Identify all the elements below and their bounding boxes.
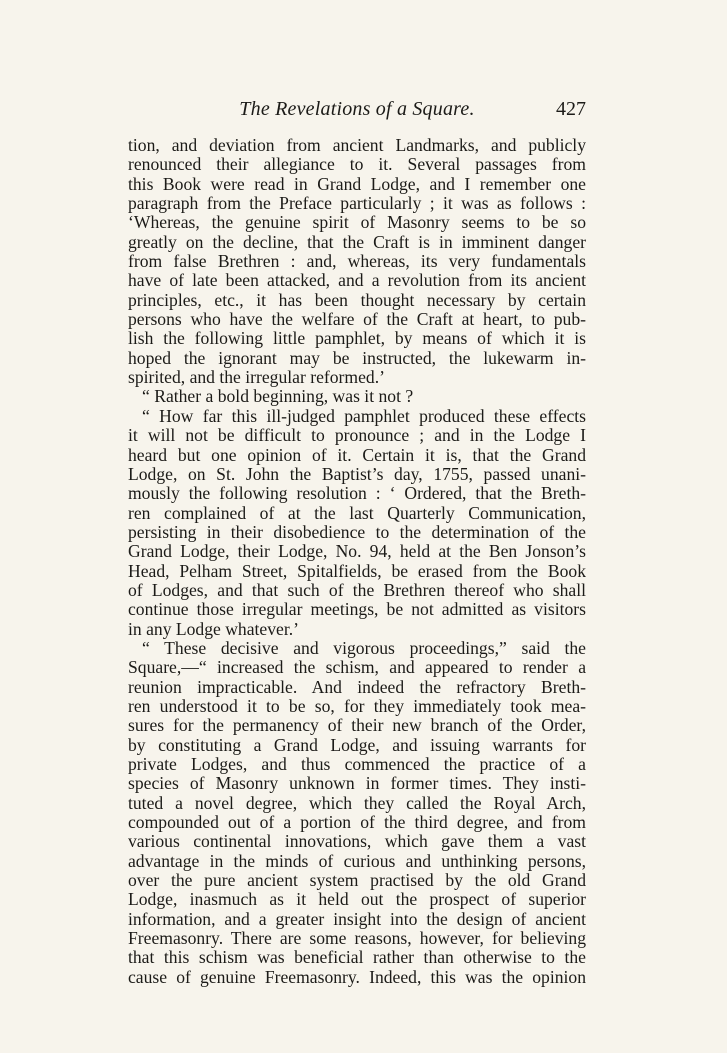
- text-line: from false Brethren : and, whereas, its very fundamentals: [128, 252, 586, 272]
- text-line: Square,—“ increased the schism, and appeared to render a: [128, 658, 586, 678]
- text-line: hoped the ignorant may be instructed, the lukewarm in-: [128, 348, 586, 368]
- page-number: 427: [556, 98, 586, 120]
- text-line: of Lodges, and that such of the Brethren thereof who shall: [128, 580, 586, 600]
- text-line: “ Rather a bold beginning, was it not ?: [142, 387, 414, 407]
- text-line: that this schism was beneficial rather than otherwise to the: [128, 948, 586, 968]
- text-line: renounced their allegiance to it. Several passages from: [128, 155, 586, 175]
- text-line: continue those irregular meetings, be not admitted as visitors: [128, 600, 586, 620]
- text-line: it will not be difficult to pronounce ; and in the Lodge I: [128, 426, 586, 446]
- text-line: this Book were read in Grand Lodge, and I remember one: [128, 174, 586, 194]
- text-line: ren understood it to be so, for they immediately took mea-: [128, 696, 586, 716]
- text-line: principles, etc., it has been thought necessary by certain: [128, 290, 586, 310]
- text-line: ‘Whereas, the genuine spirit of Masonry seems to be so: [128, 213, 586, 233]
- text-line: private Lodges, and thus commenced the practice of a: [128, 755, 586, 774]
- text-line: “ How far this ill-judged pamphlet produced these effects: [142, 406, 586, 426]
- text-line: “ These decisive and vigorous proceedings,” said the: [142, 638, 586, 658]
- text-line: heard but one opinion of it. Certain it is, that the Grand: [128, 445, 586, 465]
- text-line: Lodge, on St. John the Baptist’s day, 1755, passed unani-: [128, 464, 586, 484]
- text-line: sures for the permanency of their new branch of the Order,: [128, 716, 586, 736]
- text-line: in any Lodge whatever.’: [128, 619, 299, 639]
- text-line: information, and a greater insight into the design of ancient: [128, 909, 586, 929]
- text-line: persisting in their disobedience to the determination of the: [128, 522, 586, 542]
- text-line: over the pure ancient system practised by the old Grand: [128, 871, 586, 891]
- running-title: The Revelations of a Square.: [239, 98, 475, 120]
- text-line: advantage in the minds of curious and unthinking persons,: [128, 851, 586, 871]
- text-line: greatly on the decline, that the Craft is in imminent danger: [128, 232, 586, 252]
- page-header: [128, 98, 586, 126]
- body-text: [128, 136, 586, 987]
- text-line: various continental innovations, which gave them a vast: [128, 832, 586, 852]
- text-line: by constituting a Grand Lodge, and issuing warrants for: [128, 735, 586, 755]
- text-line: Grand Lodge, their Lodge, No. 94, held at the Ben Jonson’s: [128, 542, 586, 562]
- text-line: compounded out of a portion of the third degree, and from: [128, 813, 586, 833]
- text-line: Freemasonry. There are some reasons, however, for believing: [128, 929, 586, 949]
- text-line: persons who have the welfare of the Craft at heart, to pub-: [128, 310, 586, 330]
- text-line: have of late been attacked, and a revolution from its ancient: [128, 271, 586, 291]
- text-line: spirited, and the irregular reformed.’: [128, 368, 385, 388]
- text-line: tion, and deviation from ancient Landmarks, and publicly: [128, 136, 586, 155]
- text-line: species of Masonry unknown in former times. They insti-: [128, 774, 586, 794]
- text-line: mously the following resolution : ‘ Ordered, that the Breth-: [128, 484, 586, 504]
- text-line: Head, Pelham Street, Spitalfields, be erased from the Book: [128, 561, 586, 581]
- text-line: cause of genuine Freemasonry. Indeed, this was the opinion: [128, 967, 586, 987]
- text-line: Lodge, inasmuch as it held out the prospect of superior: [128, 890, 586, 910]
- text-line: ren complained of at the last Quarterly Communication,: [128, 503, 586, 523]
- text-line: paragraph from the Preface particularly ; it was as follows :: [128, 194, 586, 214]
- text-line: reunion impracticable. And indeed the refractory Breth-: [128, 677, 586, 697]
- text-line: lish the following little pamphlet, by means of which it is: [128, 329, 586, 349]
- text-line: tuted a novel degree, which they called the Royal Arch,: [128, 793, 586, 813]
